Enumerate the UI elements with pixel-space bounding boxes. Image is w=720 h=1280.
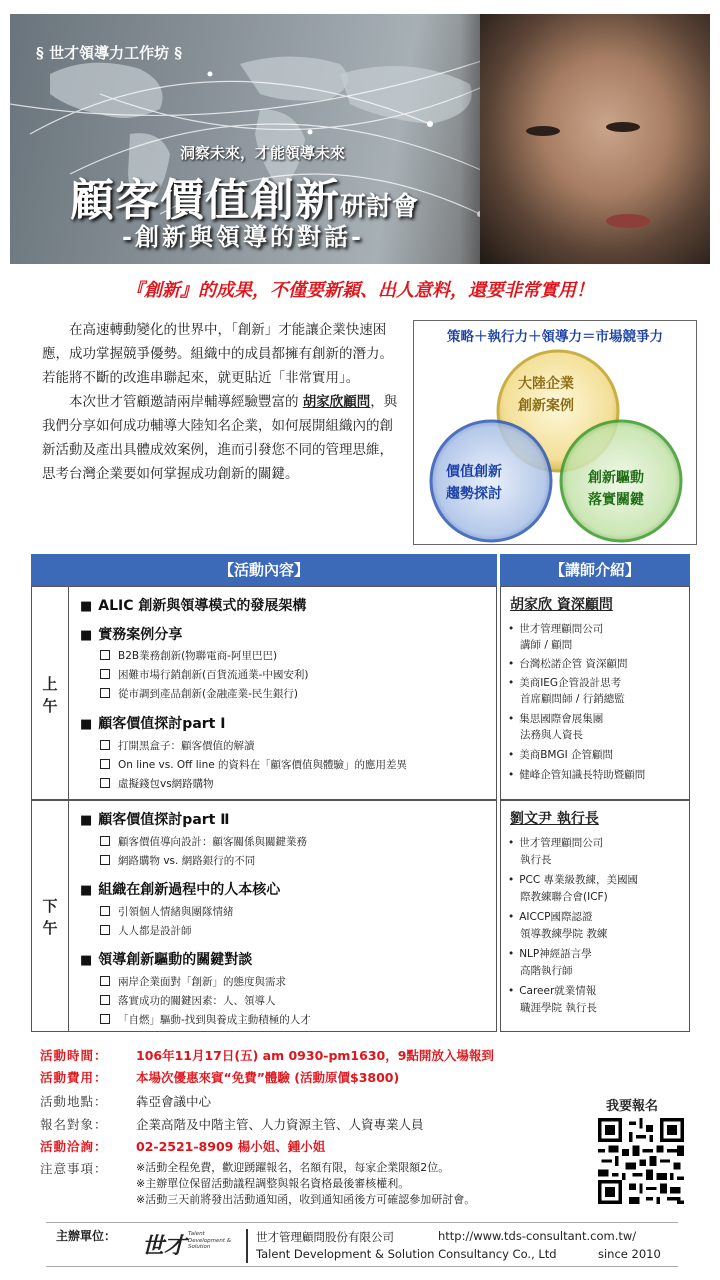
pm-char-2: 午 [42,919,58,937]
venn-label-left [446,461,502,505]
title-suffix: 研討會 [340,192,419,222]
woman-portrait [480,14,710,264]
note-line: ※活動三天前將發出活動通知函，收到通知函後方可確認參加研討會。 [136,1193,476,1206]
speaker2-bio-item: • PCC 專業級教練，美國國 [508,872,638,888]
headline: 『創新』的成果，不僅要新穎、出人意料，還要非常實用！ [126,280,594,301]
footer-divider [246,1229,248,1263]
company-since: since 2010 [598,1247,661,1261]
time-value: 106年11月17日(五) am 0930-pm1630，9點開放入場報到 [136,1048,494,1063]
speaker1-bio-cont: 首席顧問師 / 行銷總監 [520,693,625,705]
venue-label: 活動地點： [40,1094,108,1109]
venn-circles [414,321,698,546]
company-logo-subtext [188,1231,231,1251]
venue-value: 犇亞會議中心 [136,1094,212,1109]
title-main: 顧客價值創新 [70,175,340,226]
venn-diagram [413,320,697,545]
speaker2-bio-cont: 職涯學院 執行長 [520,1002,597,1014]
register-label: 我要報名 [606,1099,659,1114]
speaker1-bio-item: • 健峰企管知識長特助暨顧問 [508,767,645,783]
speaker1-bio-item: • 美商IEG企管設計思考 [508,675,621,691]
section-title: ■ 組織在創新過程中的人本核心 [80,879,280,899]
logo-sub-line: Development & [188,1237,232,1244]
session-column [31,586,69,1032]
venn-label-right [588,467,644,511]
contact-value: 02-2521-8909 楊小姐、鍾小姐 [136,1139,326,1154]
agenda-item: 顧客價值導向設計：顧客關係與關鍵業務 [100,834,307,849]
venn-title: 策略＋執行力＋領導力＝市場競爭力 [447,329,663,345]
banner-tag: § 世才領導力工作坊 § [36,44,183,62]
speaker1-name: 胡家欣 資深顧問 [510,597,613,613]
section-title: ■ 顧客價值探討part Ⅰ [80,713,225,733]
speaker1-bio-cont: 法務與人資長 [520,729,583,741]
organizer-label: 主辦單位： [56,1229,117,1243]
intro-paragraph-2 [42,390,398,486]
fee-label: 活動費用： [40,1070,108,1085]
speaker2-name: 劉文尹 執行長 [510,811,599,827]
agenda-item: 引領個人情緒與團隊情緒 [100,904,234,919]
agenda-item: 人人都是設計師 [100,923,192,938]
session-am-label [31,673,69,717]
hero-banner [10,14,710,264]
intro-p2-start: 本次世才管顧邀請兩岸輔導經驗豐富的 [69,394,303,410]
speaker1-bio-item: • 美商BMGI 企管顧問 [508,747,613,763]
speaker2-bio-item: • Career就業情報 [508,983,596,999]
speaker2-bio-cont: 際教練聯合會(ICF) [520,891,608,903]
venn-left-line2: 趨勢探討 [446,486,502,502]
company-name-en: Talent Development & Solution Consultancy Co., Ltd [256,1247,557,1261]
activity-header: 【活動內容】 [31,554,497,586]
section-title: ■ 實務案例分享 [80,624,182,644]
target-value: 企業高階及中階主管、人力資源主管、人資專業人員 [136,1117,424,1132]
consultant-name: 胡家欣顧問 [302,394,371,410]
target-label: 報名對象： [40,1117,108,1132]
speaker2-bio-cont: 領導教練學院 教練 [520,928,608,940]
registration-qr-code[interactable] [598,1118,684,1204]
speaker1-bio-item: • 世才管理顧問公司 [508,621,603,637]
speaker2-bio-item: • 世才管理顧問公司 [508,835,603,851]
section-title: ■ 顧客價值探討part Ⅱ [80,809,229,829]
venn-right-line2: 落實關鍵 [588,492,644,508]
fee-value: 本場次優惠來賓“免費”體驗 (活動原價$3800) [136,1070,400,1085]
company-logo: 世才 [142,1233,187,1259]
logo-sub-line: Solution [188,1244,211,1250]
intro-paragraph-1: 在高速轉動變化的世界中，「創新」才能讓企業快速困應，成功掌握競爭優勢。組織中的成員都擁有創新的潛力。若能將不斷的改進串聯起來，就更貼近「非常實用」。 [42,322,393,386]
speaker2-bio-item: • NLP神經語言學 [508,946,592,962]
agenda-item: 落實成功的關鍵因素：人、領導人 [100,993,276,1008]
portrait-eye [606,122,640,132]
speaker2-bio-item: • AICCP國際認證 [508,909,592,925]
venn-top-line2: 創新案例 [518,398,574,414]
venn-top-line1: 大陸企業 [518,376,574,392]
portrait-eye [526,126,560,136]
agenda-item: B2B業務創新(物聯電商-阿里巴巴) [100,648,277,663]
agenda-item: 困難市場行銷創新(百貨流通業-中國安利) [100,667,308,682]
agenda-item: 網路購物 vs. 網路銀行的不同 [100,853,255,868]
agenda-item: 虛擬錢包vs網路購物 [100,776,214,791]
section-title: ■ ALIC 創新與領導模式的發展架構 [80,595,306,615]
venn-right-line1: 創新驅動 [588,470,644,486]
contact-label: 活動洽詢： [40,1139,108,1154]
organizer-footer [46,1222,678,1267]
intro-p2-end: ，與我們分享如何成功輔導大陸知名企業，如何展開組織內的創新活動及產出具體成效案例，進而引發您不同的管理思維，思考台灣企業要如何掌握成功創新的關鍵。 [42,394,398,482]
intro-text [42,318,398,486]
venn-left-line1: 價值創新 [446,464,502,480]
company-website[interactable]: http://www.tds-consultant.com.tw/ [438,1229,637,1243]
speaker1-bio-item: • 台灣松諾企管 資深顧問 [508,656,628,672]
company-name-zh: 世才管理顧問股份有限公司 [256,1230,394,1244]
am-char-2: 午 [42,697,58,715]
section-title: ■ 領導創新驅動的關鍵對談 [80,949,252,969]
notes-label: 注意事項： [40,1161,108,1176]
speaker2-bio-cont: 執行長 [520,854,552,866]
speaker2-bio-cont: 高階執行師 [520,965,573,977]
banner-subtitle: 洞察未來，才能領導未來 [180,144,346,162]
note-line: ※主辦單位保留活動議程調整與報名資格最後審核權利。 [136,1177,410,1190]
speaker-header: 【講師介紹】 [500,554,690,586]
note-line: ※活動全程免費，歡迎踴躍報名，名額有限，每家企業限額2位。 [136,1161,450,1174]
agenda-item: 兩岸企業面對「創新」的態度與需求 [100,974,286,989]
agenda-item: On line vs. Off line 的資料在「顧客價值與體驗」的應用差異 [100,757,407,772]
pm-char-1: 下 [42,897,58,915]
agenda-item: 「自燃」驅動-找到與養成主動積極的人才 [100,1012,311,1027]
time-label: 活動時間： [40,1048,108,1063]
am-char-1: 上 [42,675,58,693]
banner-tagline: -創新與領導的對話- [122,222,364,251]
logo-sub-line: Talent [188,1231,205,1237]
session-pm-label [31,895,69,939]
speaker1-bio-item: • 集思國際會展集團 [508,711,603,727]
portrait-lips [606,214,650,228]
agenda-item: 從市調到產品創新(金融產業-民生銀行) [100,686,298,701]
agenda-item: 打開黑盒子：顧客價值的解讀 [100,738,255,753]
speaker1-bio-cont: 講師 / 顧問 [520,639,573,651]
venn-label-top [518,373,574,417]
